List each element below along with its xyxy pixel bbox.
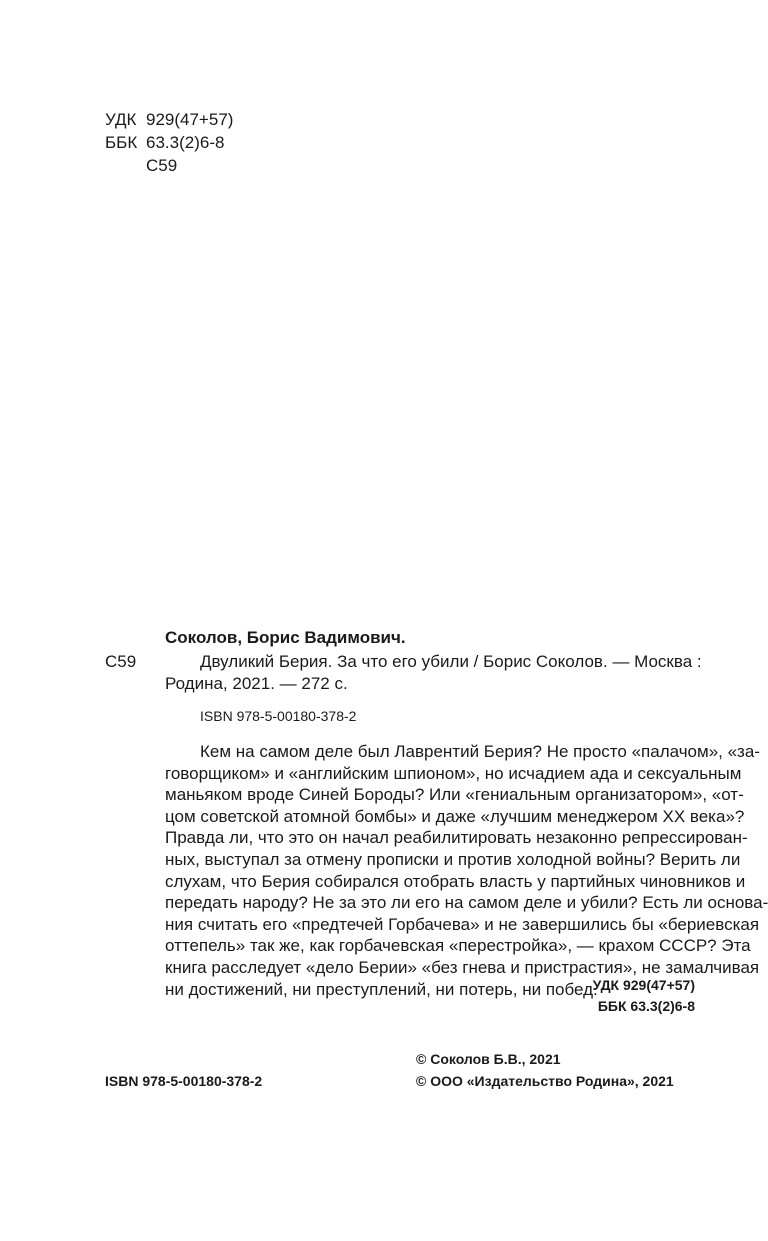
bbk-value: 63.3(2)6-8 [146, 133, 225, 152]
udk-bottom: УДК 929(47+57) [592, 977, 695, 993]
annotation-line: ния считать его «предтечей Горбачева» и не завершились бы «бериевская [165, 914, 760, 934]
udk-value: 929(47+57) [146, 110, 234, 129]
annotation-line: говорщиком» и «английским шпионом», но исчадием ада и сексуальным [165, 763, 742, 783]
annotation-line: передать народу? Не за это ли его на самом деле и убили? Есть ли основа- [165, 893, 768, 913]
annotation-paragraph [165, 741, 768, 1000]
author-heading: Соколов, Борис Вадимович. [165, 628, 406, 647]
record-title-line-2: Родина, 2021. — 272 с. [165, 674, 348, 693]
record-isbn: ISBN 978-5-00180-378-2 [200, 708, 357, 724]
annotation-line: ни достижений, ни преступлений, ни потерь, ни побед. [165, 979, 598, 999]
annotation-line: книга расследует «дело Берии» «без гнева и пристрастия», не замалчивая [165, 957, 760, 977]
bbk-label: ББК [105, 133, 138, 152]
copyright-publisher: © ООО «Издательство Родина», 2021 [416, 1073, 674, 1089]
record-title-line-1: Двуликий Берия. За что его убили / Борис Соколов. — Москва : [200, 652, 702, 671]
annotation-line: ных, выступал за отмену прописки и против холодной войны? Верить ли [165, 849, 741, 869]
annotation-line: оттепель» так же, как горбачевская «перестройка», — крахом СССР? Эта [165, 936, 751, 956]
record-title-block [165, 651, 702, 695]
annotation-line: Кем на самом деле был Лаврентий Берия? Не просто «палачом», «за- [200, 742, 760, 761]
bbk-bottom: ББК 63.3(2)6-8 [597, 998, 695, 1014]
footer-isbn: ISBN 978-5-00180-378-2 [105, 1073, 263, 1089]
author-mark-top: С59 [146, 156, 178, 175]
copyright-author: © Соколов Б.В., 2021 [416, 1051, 561, 1067]
udk-label: УДК [105, 110, 137, 129]
author-mark-record: С59 [105, 652, 137, 671]
annotation-line: слухам, что Берия собирался отобрать власть у партийных чиновников и [165, 871, 746, 891]
annotation-line: маньяком вроде Синей Бороды? Или «гениальным организатором», «от- [165, 785, 744, 805]
annotation-line: цом советской атомной бомбы» и даже «лучшим менеджером XX века»? [165, 806, 745, 826]
annotation-line: Правда ли, что это он начал реабилитировать незаконно репрессирован- [165, 828, 748, 848]
